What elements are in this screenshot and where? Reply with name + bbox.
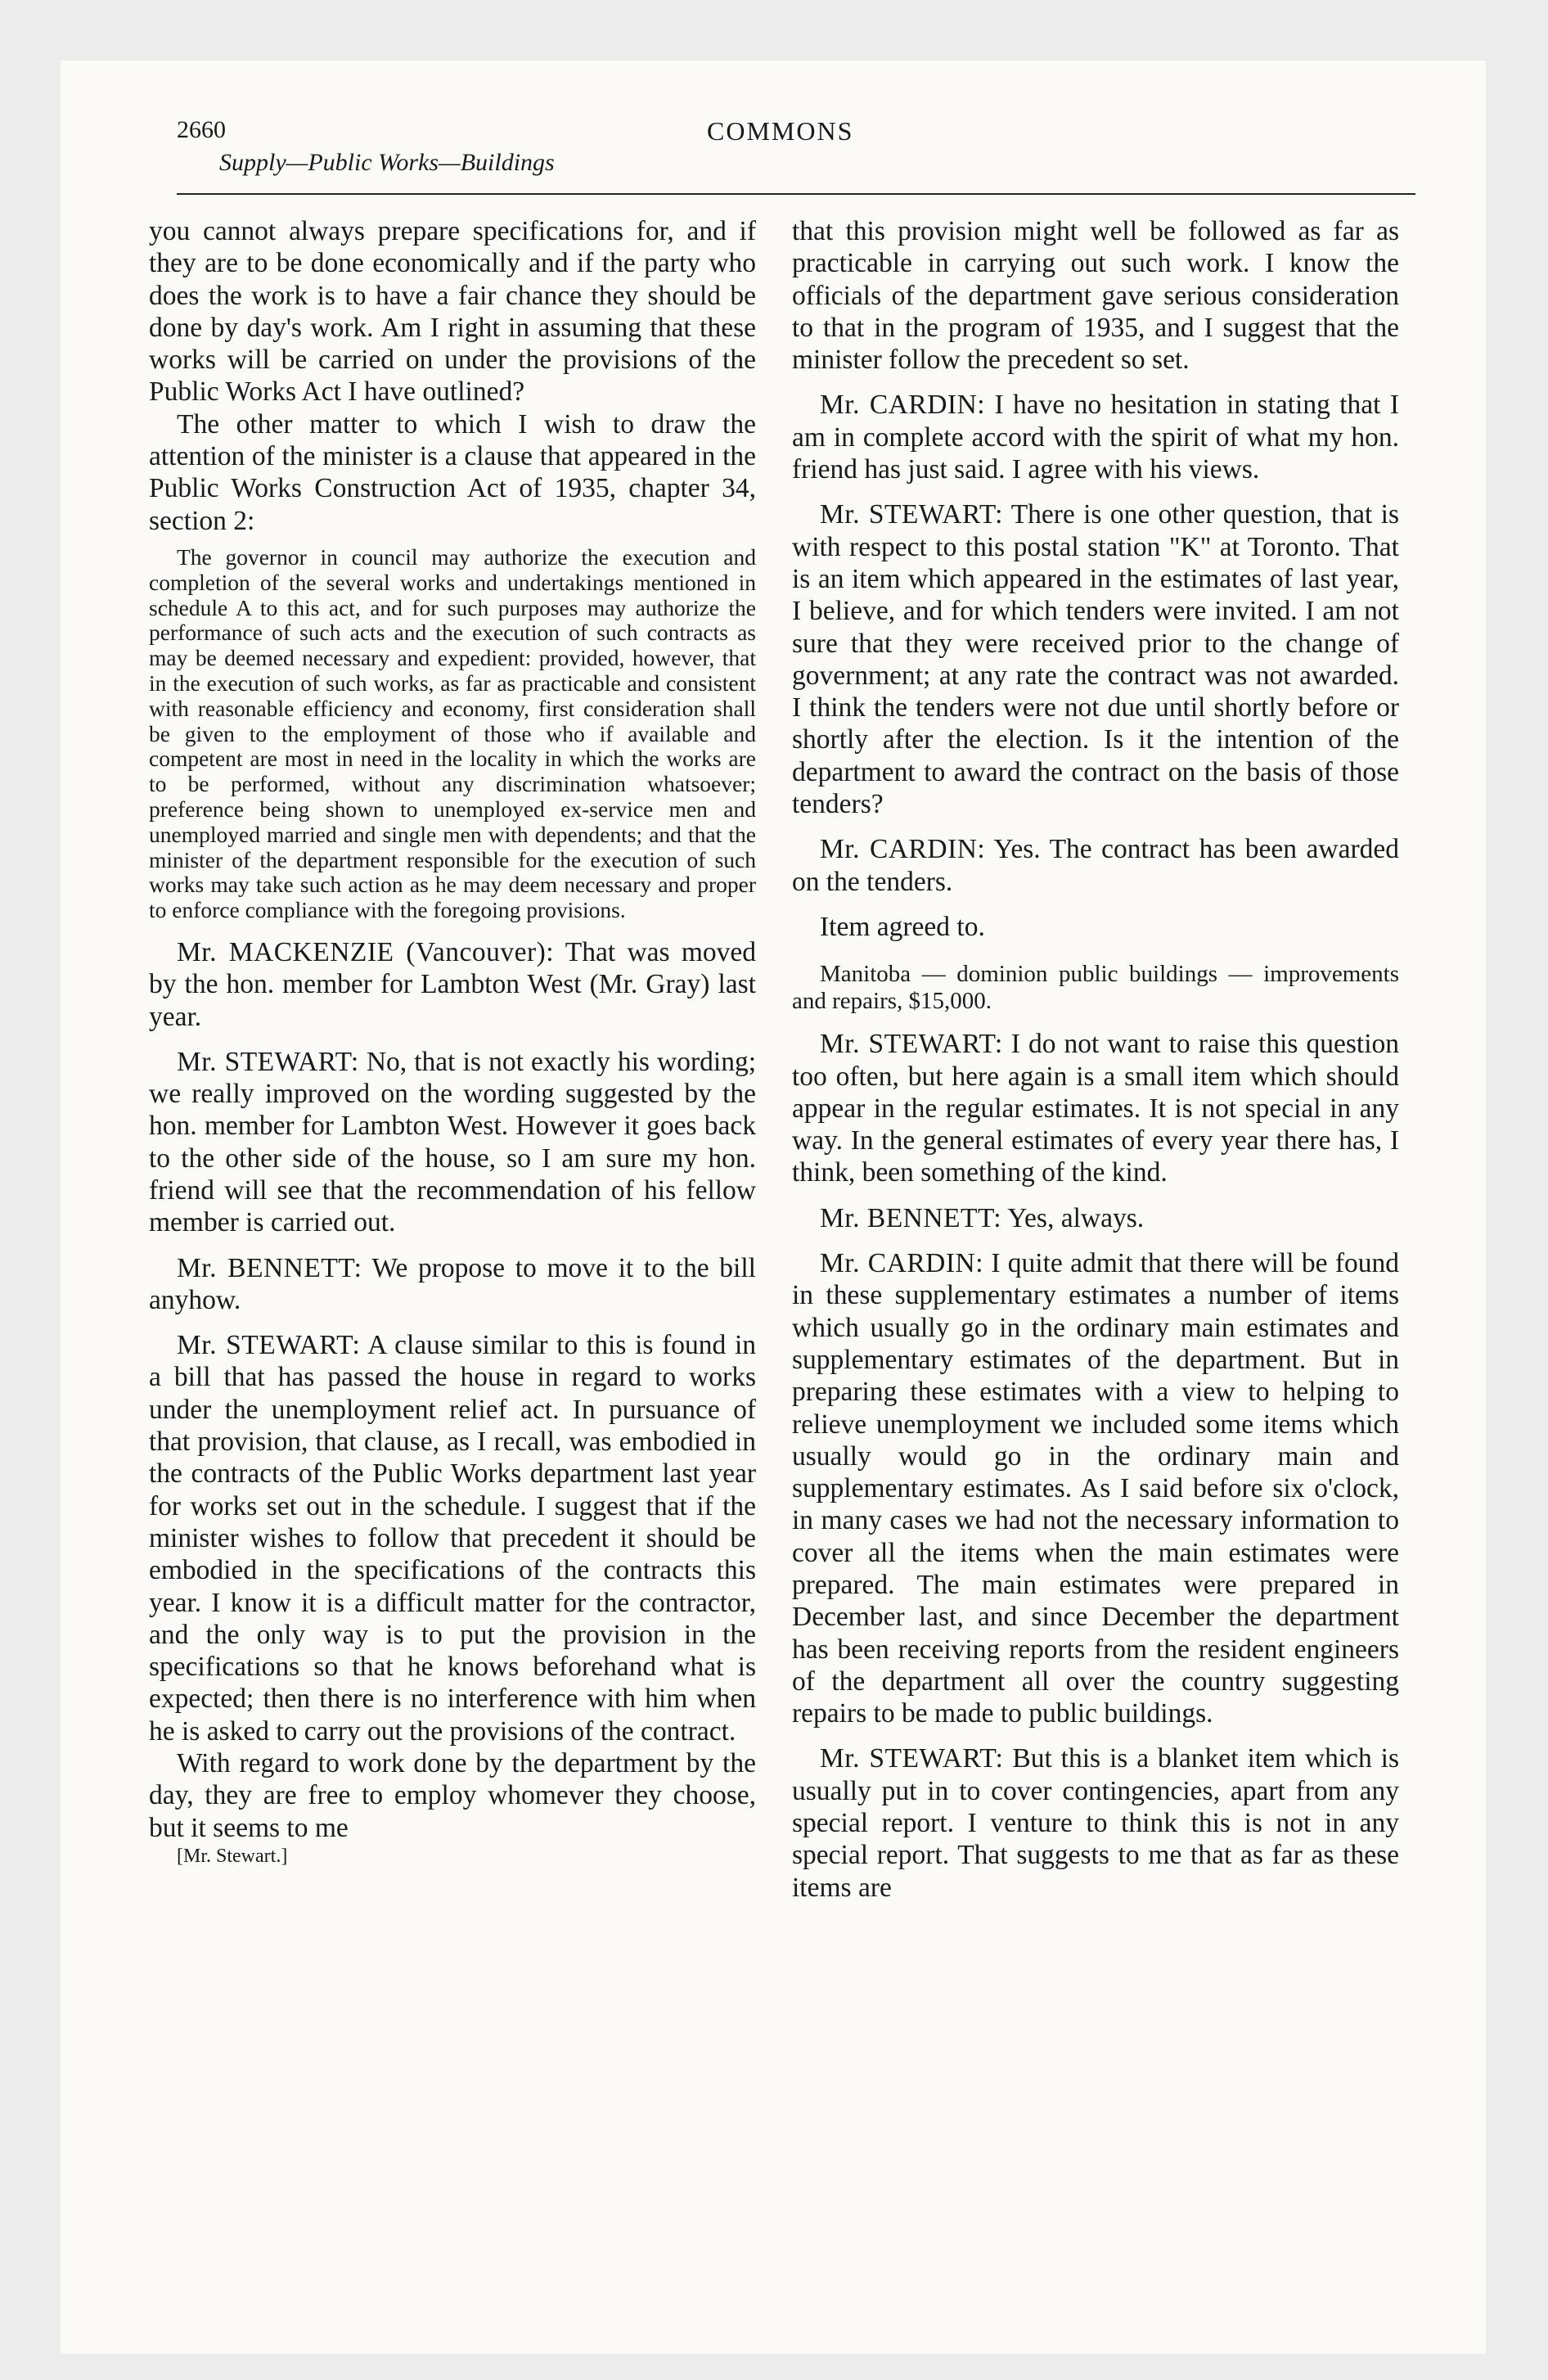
speech-text: Yes, always. <box>1007 1202 1145 1233</box>
speaker-name: Mr. CARDIN: <box>820 390 986 421</box>
header-rule <box>177 193 1415 195</box>
speech-text: I do not want to raise this question too often, but here again is a small item which should appear in the regular estimates. It is not special in any way. In the general estimates of every year there has, I think, been something of the kind. <box>792 1029 1400 1188</box>
paragraph: The other matter to which I wish to draw the attention of the minister is a clause that appeared in the Public Works Construction Act of 1935, chapter 34, section 2: <box>149 408 756 536</box>
section-title: Supply—Public Works—Buildings <box>219 149 555 176</box>
speech <box>792 1247 1399 1729</box>
speaker-name: Mr. STEWART: <box>820 1029 1003 1060</box>
speech <box>792 498 1399 820</box>
speech <box>792 1742 1399 1903</box>
speech <box>149 1252 756 1317</box>
paragraph: that this provision might well be followed as far as practicable in carrying out such work. I know the officials of the department gave serious consideration to that in the program of 1935, and I suggest that the minister follow the precedent so set. <box>792 216 1399 376</box>
speech <box>149 1046 756 1239</box>
speech-text: That was moved by the hon. member for Lambton West (Mr. Gray) last year. <box>149 936 756 1032</box>
speaker-name: Mr. BENNETT: <box>820 1202 1002 1233</box>
page-number: 2660 <box>177 116 226 143</box>
paragraph: you cannot always prepare specifications for, and if they are to be done economically and if the party who does the work is to have a fair chance they should be done by day's work. Am I right in assuming that these works will be carried on under the provisions of the Public Works Act I have outlined? <box>149 216 756 408</box>
speech <box>792 1028 1399 1188</box>
speech <box>792 833 1399 898</box>
journal-title: COMMONS <box>707 116 854 146</box>
speaker-name: Mr. STEWART: <box>177 1330 361 1361</box>
speech-text: A clause similar to this is found in a bill that has passed the house in regard to works under the unemployment relief act. In pursuance of that provision, that clause, as I recall, was embodied in the contracts of the Public Works department last year for works set out in the schedule. I suggest that if the minister wishes to follow that precedent it should be embodied in the specifications of the contracts this year. I know it is a difficult matter for the contractor, and the only way is to put the provision in the specifications so that he knows beforehand what is expected; then there is no interference with him when he is asked to carry out the provisions of the contract. <box>149 1330 756 1747</box>
speech-text: But this is a blanket item which is usually put in to cover contingencies, apart from any special report. I venture to think this is not in any special report. That suggests to me that as far as these items are <box>792 1743 1400 1903</box>
speaker-name: Mr. STEWART: <box>820 499 1003 530</box>
speaker-name: Mr. MACKENZIE (Vancouver): <box>177 936 555 967</box>
running-header <box>110 116 1415 203</box>
speech <box>792 389 1399 485</box>
speaker-name: Mr. STEWART: <box>820 1743 1004 1774</box>
right-column <box>792 215 1399 1904</box>
left-column <box>149 215 756 1868</box>
quoted-statute: The governor in council may authorize the execution and completion of the several works and undertakings mentioned in schedule A to this act, and for such purposes may authorize the performance of such acts and the execution of such contracts as may be deemed necessary and expedient: provided, however, that in the execution of such works, as far as practicable and consistent with reasonable efficiency and economy, first consideration shall be given to the employment of those who if available and competent are most in need in the locality in which the works are to be performed, without any discrimination whatsoever; preference being shown to unemployed ex-service men and unemployed married and single men with dependents; and that the minister of the department responsible for the execution of such works may take such action as he may deem necessary and proper to enforce compliance with the foregoing provisions. <box>149 543 756 923</box>
speech <box>792 1202 1399 1234</box>
speech-text: Yes. The contract has been awarded on the tenders. <box>792 834 1399 897</box>
speaker-name: Mr. BENNETT: <box>177 1252 362 1283</box>
estimate-item-heading: Manitoba — dominion public buildings — improvements and repairs, $15,000. <box>792 961 1399 1015</box>
speaker-footer: [Mr. Stewart.] <box>177 1845 288 1867</box>
speech <box>149 936 756 1033</box>
speech-text: I quite admit that there will be found in these supplementary estimates a number of items which usually go in the ordinary main estimates and supplementary estimates of the department. But in preparing these estimates with a view to helping to relieve unemployment we included some items which usually would go in the ordinary main and supplementary estimates. As I said before six o'clock, in many cases we had not the necessary information to cover all the items when the main estimates were prepared. The main estimates were prepared in December last, and since December the department has been receiving reports from the resident engineers of the department all over the country suggesting repairs to be made to public buildings. <box>792 1248 1399 1729</box>
speech-text: I have no hesitation in stating that I am in complete accord with the spirit of what my hon. friend has just said. I agree with his views. <box>792 390 1399 485</box>
speaker-name: Mr. STEWART: <box>177 1046 359 1077</box>
speech-text: No, that is not exactly his wording; we really improved on the wording suggested by the hon. member for Lambton West. However it goes back to the other side of the house, so I am sure my hon. friend will see that the recommendation of his fellow member is carried out. <box>149 1046 757 1238</box>
speech-text: There is one other question, that is with respect to this postal station "K" at Toronto. That is an item which appeared in the estimates of last year, I believe, and for which tenders were invited. I am not sure that they were received prior to the change of government; at any rate the contract was not awarded. I think the tenders were not due until shortly before or shortly after the election. Is it the intention of the department to award the contract on the basis of those tenders? <box>792 499 1399 820</box>
speaker-name: Mr. CARDIN: <box>820 1248 984 1279</box>
speech-text: We propose to move it to the bill anyhow. <box>149 1252 756 1315</box>
item-agreed: Item agreed to. <box>820 911 985 942</box>
speech <box>149 1329 756 1747</box>
paragraph: With regard to work done by the department by the day, they are free to employ whomever they choose, but it seems to me <box>149 1748 756 1843</box>
speaker-name: Mr. CARDIN: <box>820 834 986 865</box>
